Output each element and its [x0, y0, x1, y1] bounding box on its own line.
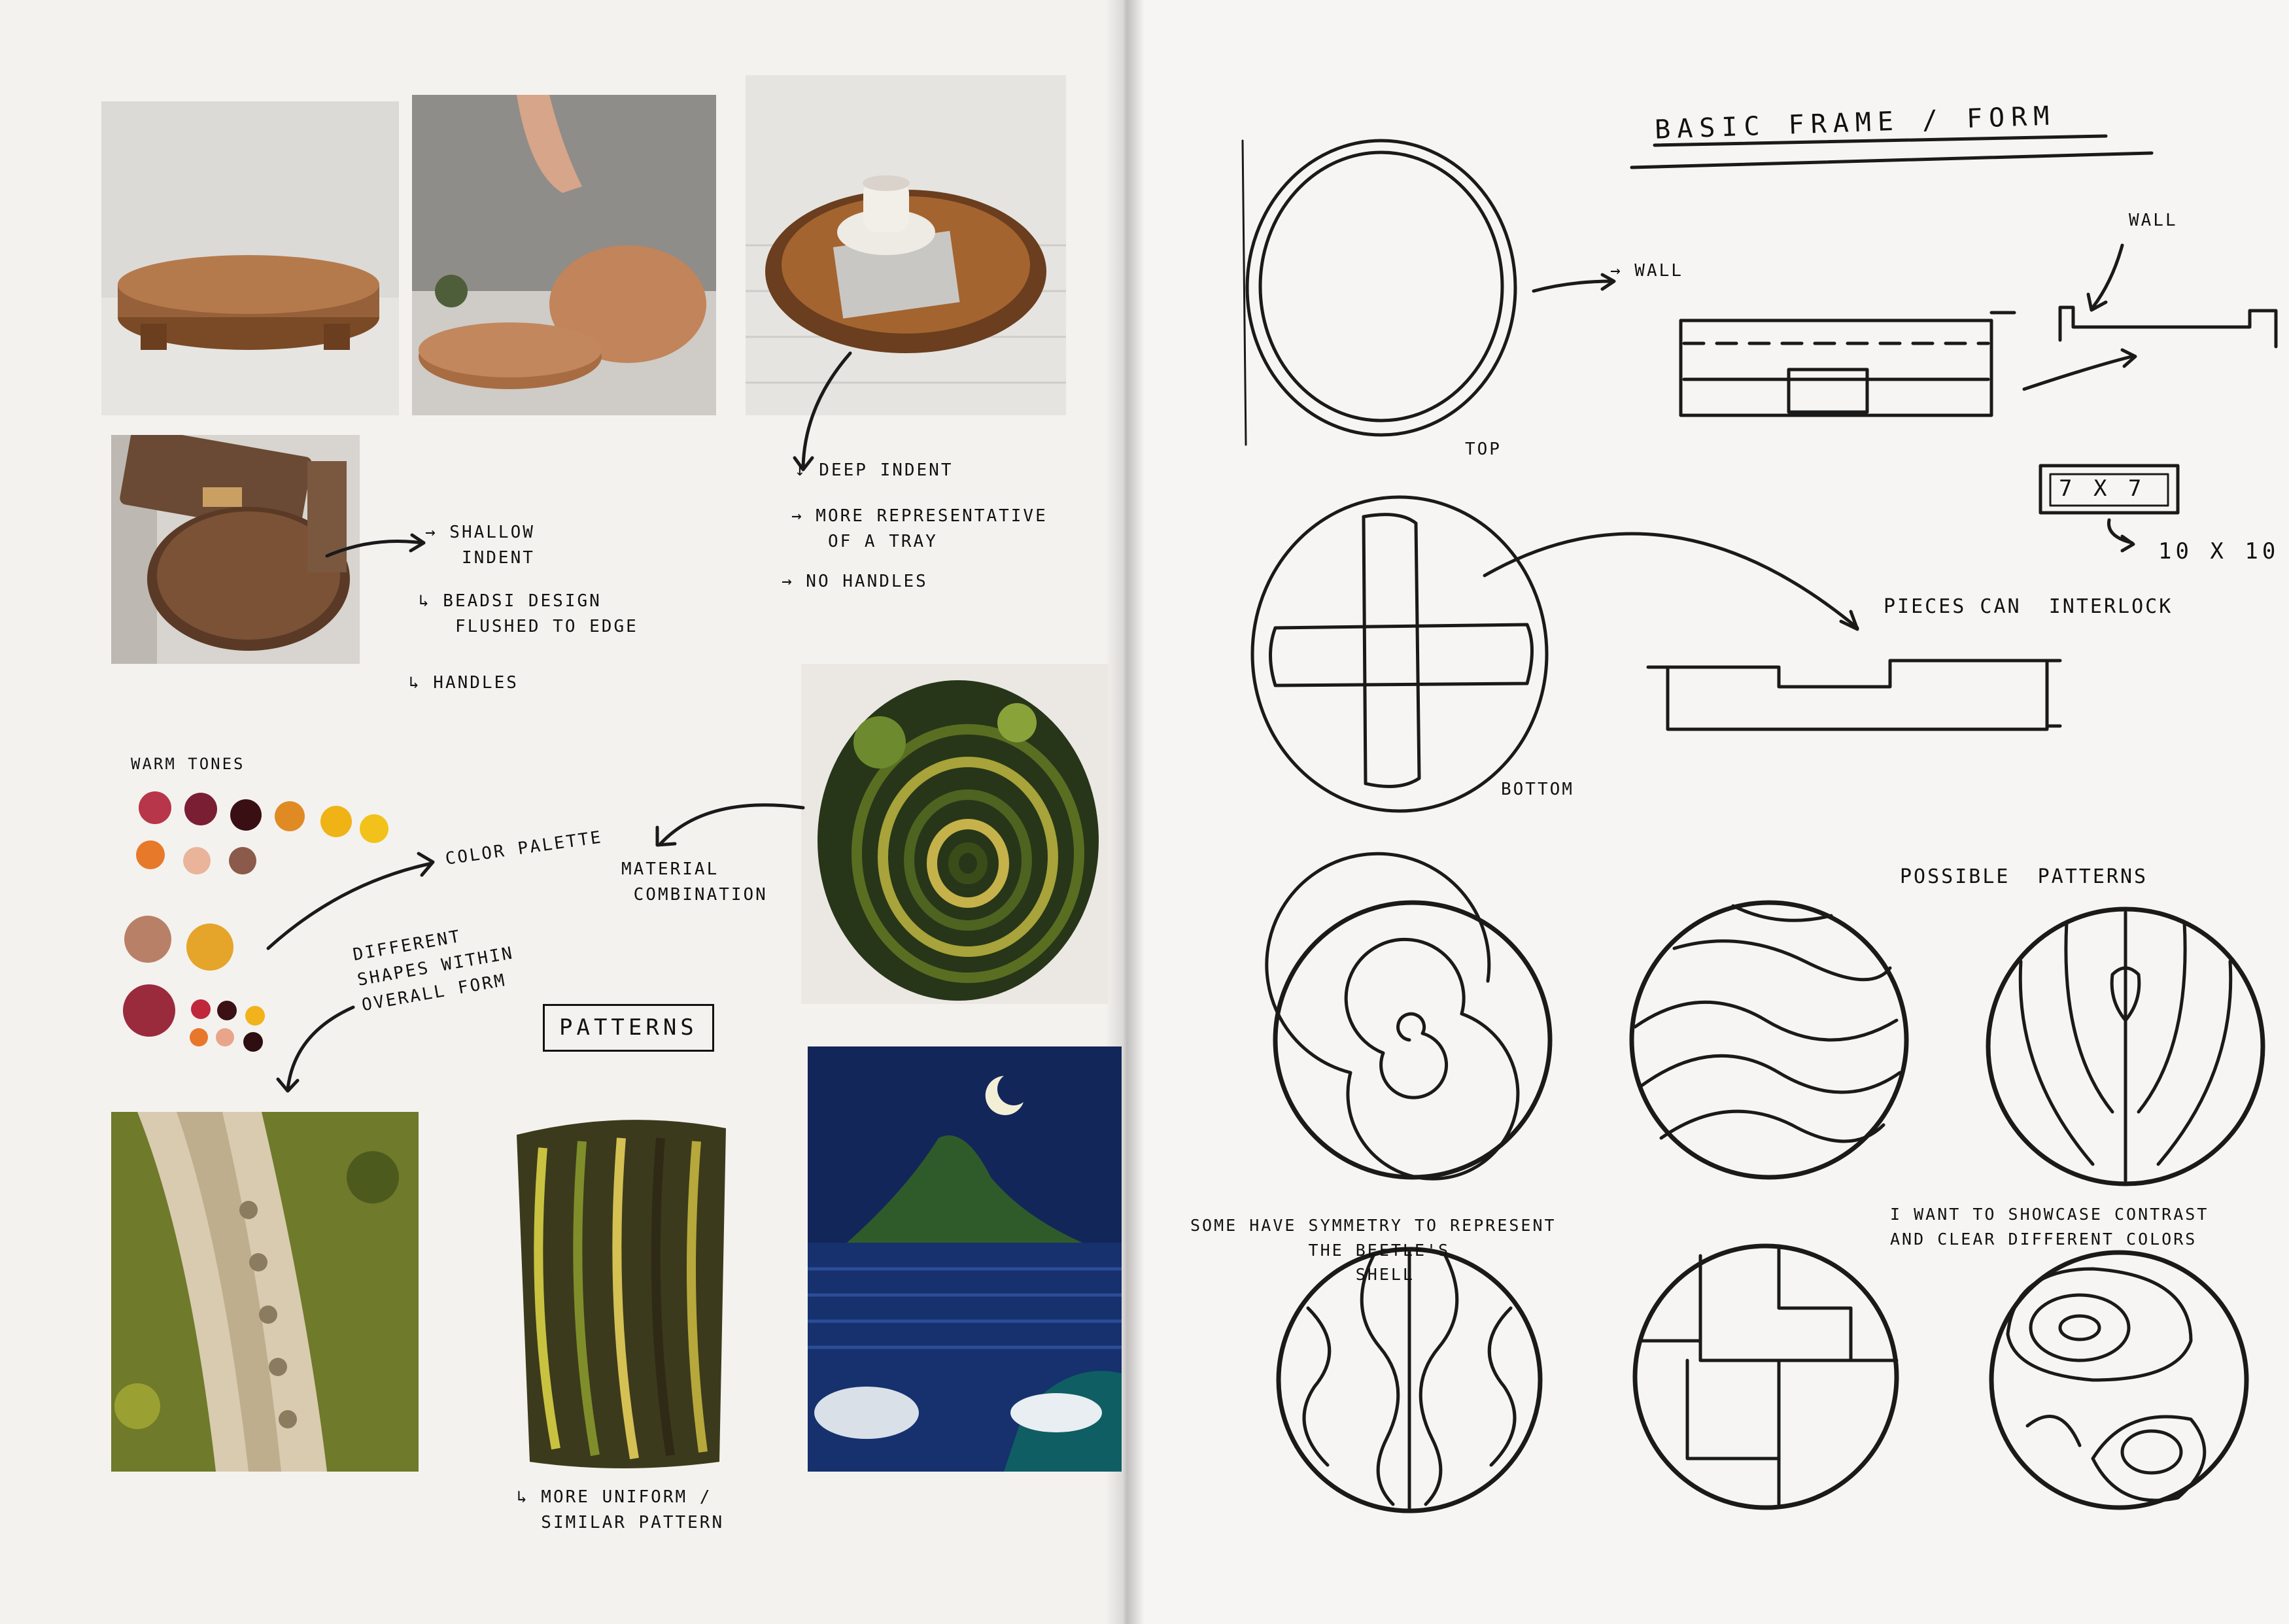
swatch — [243, 1032, 263, 1052]
photo-tray-with-cup — [746, 75, 1066, 415]
note-different-shapes: DIFFERENT SHAPES WITHIN OVERALL FORM — [351, 926, 516, 1016]
photo-hand-lifting-board — [412, 95, 716, 415]
swatch — [245, 1006, 265, 1026]
note-contrast: I WANT TO SHOWCASE CONTRAST AND CLEAR DIFFERENT COLORS — [1890, 1205, 2209, 1249]
note-shallow-indent: → SHALLOW INDENT — [425, 523, 535, 568]
swatch — [186, 924, 233, 971]
note-size-7x7: 7 X 7 — [2059, 475, 2146, 502]
note-title-basic-frame-form: BASIC FRAME / FORM — [1654, 101, 2057, 145]
photo-board-with-handle — [111, 435, 360, 664]
swatch — [139, 791, 171, 824]
note-more-representative: → MORE REPRESENTATIVE OF A TRAY — [791, 506, 1048, 551]
note-more-uniform: ↳ MORE UNIFORM / SIMILAR PATTERN — [517, 1487, 725, 1532]
swatch — [360, 814, 388, 843]
note-material-combination: MATERIAL COMBINATION — [621, 859, 768, 905]
swatch — [136, 840, 165, 869]
note-beadsi-design: ↳ BEADSI DESIGN FLUSHED TO EDGE — [419, 591, 638, 636]
photo-textured-fibre-art — [111, 1112, 419, 1472]
swatch — [216, 1028, 234, 1046]
swatch — [217, 1001, 237, 1020]
photo-night-seascape-embroidery — [808, 1046, 1122, 1472]
note-top-label: TOP — [1465, 440, 1502, 459]
swatch — [229, 847, 256, 874]
swatch — [230, 799, 262, 831]
note-symmetry: SOME HAVE SYMMETRY TO REPRESENT THE BEETLE'S SHELL — [1190, 1216, 1557, 1284]
note-possible-patterns: POSSIBLE PATTERNS — [1900, 865, 2148, 888]
note-size-10x10: 10 X 10 — [2158, 538, 2280, 564]
note-deep-indent: ↓ DEEP INDENT — [795, 460, 954, 480]
photo-round-board-legs — [101, 101, 399, 415]
swatch — [124, 916, 171, 963]
note-pieces-can-interlock: PIECES CAN INTERLOCK — [1884, 595, 2173, 618]
swatch — [184, 793, 217, 825]
swatch — [275, 801, 305, 831]
note-wall-profile: WALL — [2129, 211, 2178, 230]
note-color-palette: COLOR PALETTE — [444, 827, 604, 869]
note-patterns: PATTERNS — [543, 1004, 714, 1052]
note-bottom-label: BOTTOM — [1501, 780, 1574, 799]
swatch — [190, 1028, 208, 1046]
note-no-handles: → NO HANDLES — [782, 572, 928, 591]
note-wall-top: → WALL — [1610, 261, 1683, 281]
swatch — [183, 847, 211, 874]
swatch — [123, 984, 175, 1037]
note-handles: ↳ HANDLES — [409, 673, 519, 693]
photo-beaded-spiral-mat — [801, 664, 1109, 1004]
swatch — [191, 999, 211, 1019]
note-warm-tones: WARM TONES — [131, 755, 245, 773]
right-page — [1125, 0, 2289, 1624]
swatch — [320, 806, 352, 837]
photo-coral-beadwork — [504, 1109, 739, 1475]
